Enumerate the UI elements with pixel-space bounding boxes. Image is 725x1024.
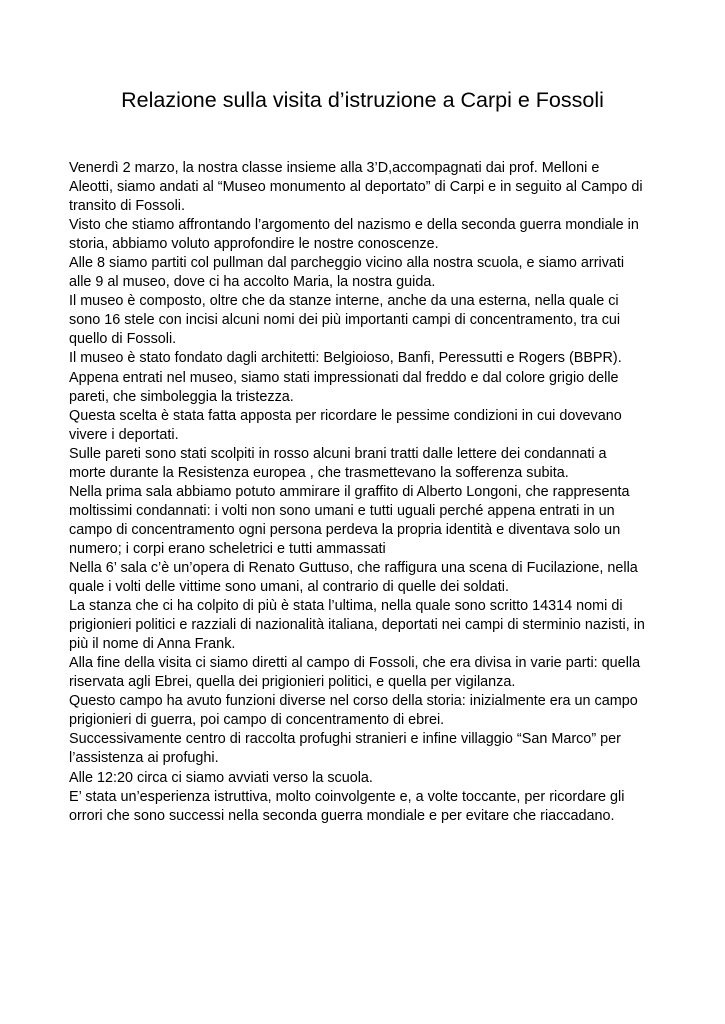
text-line: prigionieri politici e razziali di nazionalità italiana, deportati nei campi di sterminio nazisti, in bbox=[69, 617, 645, 634]
text-line: orrori che sono successi nella seconda guerra mondiale e per evitare che riaccadano. bbox=[69, 807, 615, 824]
text-line: vivere i deportati. bbox=[69, 426, 179, 443]
text-line: quello di Fossoli. bbox=[69, 331, 177, 348]
text-line: più il nome di Anna Frank. bbox=[69, 636, 236, 653]
document-body bbox=[69, 159, 669, 826]
document-title: Relazione sulla visita d’istruzione a Carpi e Fossoli bbox=[121, 88, 604, 112]
text-line: Questa scelta è stata fatta apposta per ricordare le pessime condizioni in cui dovevano bbox=[69, 407, 622, 424]
text-line: Visto che stiamo affrontando l’argomento del nazismo e della seconda guerra mondiale in bbox=[69, 217, 639, 234]
text-line: Nella prima sala abbiamo potuto ammirare il graffito di Alberto Longoni, che rappresenta bbox=[69, 483, 630, 500]
text-line: Alla fine della visita ci siamo diretti al campo di Fossoli, che era divisa in varie parti: quella bbox=[69, 655, 641, 672]
text-line: morte durante la Resistenza europea , che trasmettevano la sofferenza subita. bbox=[69, 464, 569, 481]
text-line: campo di concentramento ogni persona perdeva la propria identità e diventava solo un bbox=[69, 521, 621, 538]
text-line: alle 9 al museo, dove ci ha accolto Maria, la nostra guida. bbox=[69, 274, 436, 291]
text-line: Nella 6’ sala c’è un’opera di Renato Guttuso, che raffigura una scena di Fucilazione, nella bbox=[69, 559, 638, 576]
text-line: l’assistenza ai profughi. bbox=[69, 750, 219, 767]
text-line: riservata agli Ebrei, quella dei prigionieri politici, e quella per vigilanza. bbox=[69, 674, 516, 691]
text-line: transito di Fossoli. bbox=[69, 198, 185, 215]
text-line: Venerdì 2 marzo, la nostra classe insieme alla 3’D,accompagnati dai prof. Melloni e bbox=[69, 160, 600, 176]
text-line: Aleotti, siamo andati al “Museo monumento al deportato” di Carpi e in seguito al Campo di bbox=[69, 179, 643, 196]
text-line: moltissimi condannati: i volti non sono umani e tutti uguali perché appena entrati in un bbox=[69, 502, 615, 519]
text-line: Successivamente centro di raccolta profughi stranieri e infine villaggio “San Marco” per bbox=[69, 731, 621, 748]
text-line: La stanza che ci ha colpito di più è stata l’ultima, nella quale sono scritto 14314 nomi di bbox=[69, 598, 623, 615]
text-line: E’ stata un’esperienza istruttiva, molto coinvolgente e, a volte toccante, per ricordare gli bbox=[69, 788, 625, 805]
text-line: pareti, che simboleggia la tristezza. bbox=[69, 388, 294, 405]
text-line: Alle 8 siamo partiti col pullman dal parcheggio vicino alla nostra scuola, e siamo arrivati bbox=[69, 255, 625, 272]
text-line: Questo campo ha avuto funzioni diverse nel corso della storia: inizialmente era un campo bbox=[69, 693, 638, 710]
text-line: Sulle pareti sono stati scolpiti in rosso alcuni brani tratti dalle lettere dei condannati a bbox=[69, 445, 607, 462]
text-line: storia, abbiamo voluto approfondire le nostre conoscenze. bbox=[69, 236, 439, 253]
text-line: prigionieri di guerra, poi campo di concentramento di ebrei. bbox=[69, 712, 445, 729]
text-line: Il museo è stato fondato dagli architetti: Belgioioso, Banfi, Peressutti e Rogers (BBPR). bbox=[69, 350, 622, 367]
text-line: Il museo è composto, oltre che da stanze interne, anche da una esterna, nella quale ci bbox=[69, 293, 619, 310]
text-line: sono 16 stele con incisi alcuni nomi dei più importanti campi di concentramento, tra cui bbox=[69, 312, 621, 329]
text-line: numero; i corpi erano scheletrici e tutti ammassati bbox=[69, 540, 386, 557]
text-line: quale i volti delle vittime sono umani, al contrario di quelle dei soldati. bbox=[69, 579, 509, 596]
text-line: Alle 12:20 circa ci siamo avviati verso la scuola. bbox=[69, 769, 373, 786]
text-line: Appena entrati nel museo, siamo stati impressionati dal freddo e dal colore grigio delle bbox=[69, 369, 619, 386]
